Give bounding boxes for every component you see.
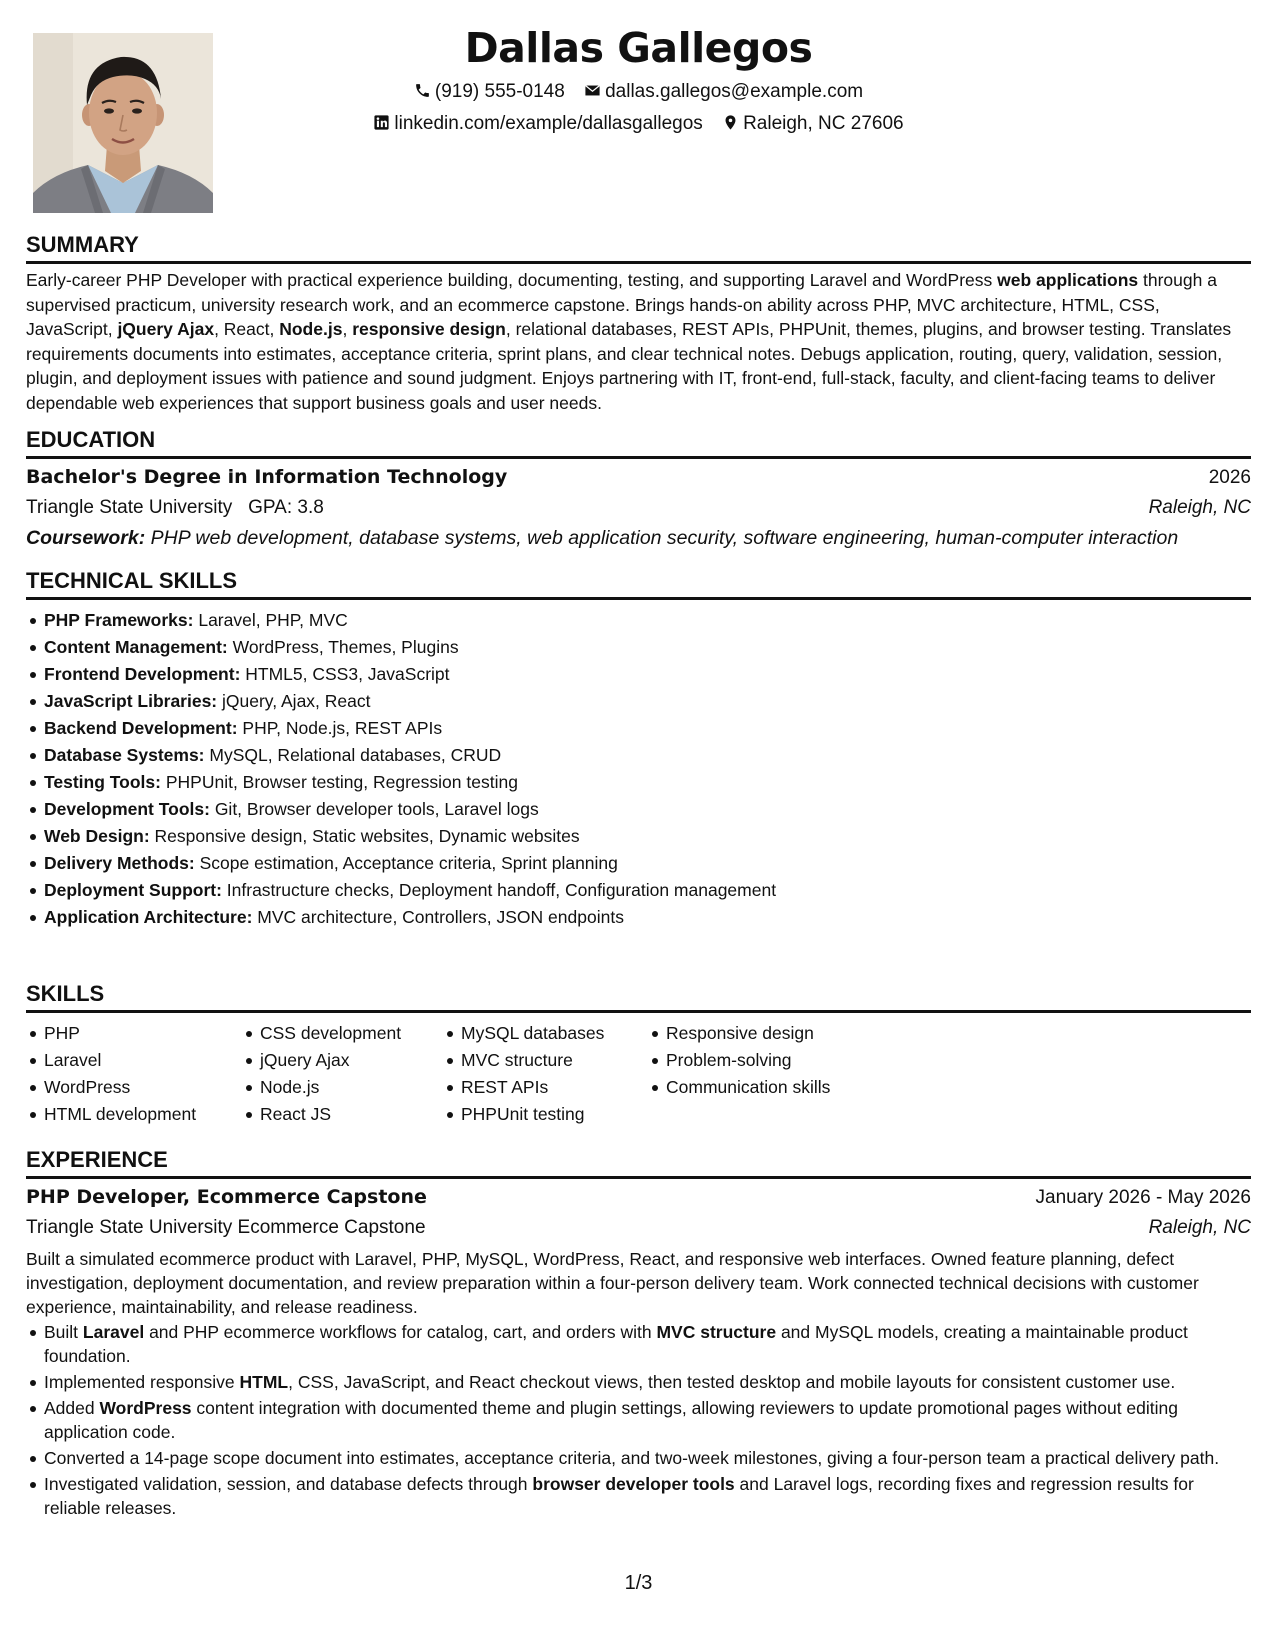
skill-category: Testing Tools: <box>44 772 161 792</box>
bullet-text: and Laravel logs, recording fixes and regression results for reliable releases. <box>44 1474 1194 1518</box>
list-item <box>44 823 1251 850</box>
summary-keyword: responsive design <box>352 319 506 340</box>
school-location: Raleigh, NC <box>1148 497 1251 518</box>
linkedin-icon <box>373 114 390 131</box>
location-text: Raleigh, NC 27606 <box>743 113 904 134</box>
linkedin-contact[interactable] <box>373 112 702 136</box>
skill-values: jQuery, Ajax, React <box>217 691 371 711</box>
list-item: PHPUnit testing <box>461 1101 648 1128</box>
list-item: MySQL databases <box>461 1020 648 1047</box>
skill-values: MVC architecture, Controllers, JSON endpoints <box>252 907 624 927</box>
list-item <box>44 634 1251 661</box>
skill-values: Responsive design, Static websites, Dynamic websites <box>149 826 580 846</box>
bullet-text: Added <box>44 1398 100 1418</box>
skill-category: Development Tools: <box>44 799 210 819</box>
skill-category: PHP Frameworks: <box>44 610 194 630</box>
skill-values: WordPress, Themes, Plugins <box>227 637 459 657</box>
page-number: 1/3 <box>624 1572 653 1594</box>
list-item: Laravel <box>44 1047 242 1074</box>
summary-text-part: , relational databases, REST APIs, PHPUnit, themes, plugins, and browser testing. Translates requirements documents into estimates, acceptance criteria, sprint plans, and clear technical notes. Debugs application, routing, query, validation, session, plugin, and deployment issues with patience and sound judgment. Enjoys partnering with IT, front-end, full-stack, faculty, and client-facing teams to deliver dependable web experiences that support business goals and user needs. <box>26 319 1232 413</box>
skill-category: Frontend Development: <box>44 664 241 684</box>
skill-category: Delivery Methods: <box>44 853 195 873</box>
bullet-keyword: Laravel <box>82 1322 145 1342</box>
list-item: CSS development <box>260 1020 443 1047</box>
skill-values: Scope estimation, Acceptance criteria, Sprint planning <box>194 853 618 873</box>
technical-skills-section <box>26 568 1251 931</box>
bullet-keyword: HTML <box>239 1372 289 1392</box>
coursework-label: Coursework: <box>26 527 146 549</box>
skill-values: Git, Browser developer tools, Laravel logs <box>209 799 539 819</box>
map-pin-icon <box>722 114 739 131</box>
job-sub <box>26 1213 1251 1243</box>
list-item <box>44 742 1251 769</box>
skill-values: PHPUnit, Browser testing, Regression testing <box>160 772 518 792</box>
envelope-icon <box>584 82 601 99</box>
graduation-year: 2026 <box>1208 467 1251 488</box>
skills-column-2 <box>242 1020 443 1128</box>
location-contact <box>722 112 904 136</box>
coursework-line <box>26 523 1251 553</box>
list-item: Node.js <box>260 1074 443 1101</box>
bullet-text: and PHP ecommerce workflows for catalog, cart, and orders with <box>144 1322 657 1342</box>
list-item <box>44 607 1251 634</box>
email-text: dallas.gallegos@example.com <box>605 81 864 102</box>
bullet-text: Built <box>44 1322 83 1342</box>
skills-column-3 <box>443 1020 648 1128</box>
section-title-experience: EXPERIENCE <box>26 1147 1251 1179</box>
list-item: REST APIs <box>461 1074 648 1101</box>
list-item: Communication skills <box>666 1074 916 1101</box>
phone-text: (919) 555-0148 <box>434 81 565 102</box>
job-description: Built a simulated ecommerce product with Laravel, PHP, MySQL, WordPress, React, and responsive web interfaces. Owned feature planning, defect investigation, deployment documentation, and review preparation within a four-person delivery team. Work connected technical decisions with customer experience, maintainability, and release readiness. <box>26 1249 1199 1317</box>
list-item <box>44 850 1251 877</box>
summary-text-part: , React, <box>214 319 280 340</box>
list-item <box>44 1396 1251 1444</box>
school-line <box>26 493 324 523</box>
job-bullets <box>26 1320 1251 1520</box>
list-item <box>44 769 1251 796</box>
list-item: jQuery Ajax <box>260 1047 443 1074</box>
bullet-text: Investigated validation, session, and database defects through <box>44 1474 533 1494</box>
summary-keyword: Node.js <box>279 319 343 340</box>
section-title-technical-skills: TECHNICAL SKILLS <box>26 568 1251 600</box>
list-item <box>44 1320 1251 1368</box>
skill-values: Laravel, PHP, MVC <box>193 610 348 630</box>
list-item <box>44 796 1251 823</box>
skill-values: Infrastructure checks, Deployment handoff, Configuration management <box>221 880 777 900</box>
job-location: Raleigh, NC <box>1148 1217 1251 1238</box>
list-item <box>44 1370 1251 1394</box>
technical-skills-list <box>26 607 1251 931</box>
education-entry-sub <box>26 493 1251 523</box>
resume-header <box>26 20 1251 136</box>
list-item: Problem-solving <box>666 1047 916 1074</box>
list-item: WordPress <box>44 1074 242 1101</box>
bullet-text: Converted a 14-page scope document into estimates, acceptance criteria, and two-week milestones, giving a four-person team a practical delivery path. <box>44 1448 1220 1468</box>
bullet-keyword: browser developer tools <box>532 1474 735 1494</box>
coursework-list: PHP web development, database systems, web application security, software engineering, human-computer interaction <box>145 527 1179 549</box>
job-dates: January 2026 - May 2026 <box>1035 1187 1251 1208</box>
summary-keyword: jQuery Ajax <box>117 319 215 340</box>
skill-category: Web Design: <box>44 826 150 846</box>
bullet-text: Implemented responsive <box>44 1372 240 1392</box>
linkedin-text: linkedin.com/example/dallasgallegos <box>394 113 703 134</box>
education-entry-header <box>26 462 1251 493</box>
summary-keyword: web applications <box>997 270 1139 290</box>
summary-text-part: , <box>342 319 353 340</box>
list-item: Responsive design <box>666 1020 916 1047</box>
contact-line-1 <box>26 80 1251 104</box>
skills-column-4 <box>648 1020 916 1128</box>
skill-category: Content Management: <box>44 637 228 657</box>
resume-page <box>26 0 1251 1650</box>
school-name: Triangle State University <box>26 497 233 518</box>
candidate-name: Dallas Gallegos <box>464 24 813 72</box>
job-organization: Triangle State University Ecommerce Capstone <box>26 1217 426 1238</box>
job-role: PHP Developer, Ecommerce Capstone <box>26 1186 427 1208</box>
degree-title: Bachelor's Degree in Information Technology <box>26 466 508 488</box>
bullet-keyword: WordPress <box>99 1398 192 1418</box>
list-item <box>44 877 1251 904</box>
summary-text-part: Early-career PHP Developer with practical experience building, documenting, testing, and supporting Laravel and WordPress <box>26 270 998 290</box>
skill-category: Application Architecture: <box>44 907 253 927</box>
skill-values: MySQL, Relational databases, CRUD <box>204 745 502 765</box>
skill-values: HTML5, CSS3, JavaScript <box>240 664 450 684</box>
education-section <box>26 427 1251 553</box>
skill-category: Deployment Support: <box>44 880 222 900</box>
bullet-text: , CSS, JavaScript, and React checkout views, then tested desktop and mobile layouts for consistent customer use. <box>288 1372 1176 1392</box>
list-item: MVC structure <box>461 1047 648 1074</box>
skill-values: PHP, Node.js, REST APIs <box>237 718 443 738</box>
section-title-skills: SKILLS <box>26 981 1251 1013</box>
list-item: PHP <box>44 1020 242 1047</box>
skills-column-1 <box>26 1020 242 1128</box>
job-header <box>26 1182 1251 1213</box>
summary-section <box>26 232 1251 416</box>
bullet-text: content integration with documented theme and plugin settings, allowing reviewers to update promotional pages without editing application code. <box>44 1398 1178 1442</box>
list-item: HTML development <box>44 1101 242 1128</box>
list-item <box>44 688 1251 715</box>
skill-category: JavaScript Libraries: <box>44 691 218 711</box>
section-title-education: EDUCATION <box>26 427 1251 459</box>
gpa: GPA: 3.8 <box>248 497 324 518</box>
list-item <box>44 661 1251 688</box>
skill-category: Database Systems: <box>44 745 205 765</box>
phone-icon <box>414 82 431 99</box>
section-title-summary: SUMMARY <box>26 232 1251 264</box>
list-item <box>44 715 1251 742</box>
summary-text-part: through a supervised practicum, university research work, and an ecommerce capstone. Brings hands-on ability across PHP, MVC architecture, HTML, CSS, JavaScript, <box>26 270 1217 340</box>
list-item: React JS <box>260 1101 443 1128</box>
phone-contact <box>414 80 565 104</box>
list-item <box>44 904 1251 931</box>
bullet-text: and MySQL models, creating a maintainable product foundation. <box>44 1322 1188 1366</box>
list-item <box>44 1446 1251 1470</box>
skills-columns <box>26 1020 1251 1128</box>
email-contact[interactable] <box>584 80 863 104</box>
skills-section <box>26 981 1251 1128</box>
skill-category: Backend Development: <box>44 718 238 738</box>
contact-line-2 <box>26 112 1251 136</box>
bullet-keyword: MVC structure <box>656 1322 777 1342</box>
list-item <box>44 1472 1251 1520</box>
summary-text <box>26 268 1251 416</box>
experience-section <box>26 1147 1251 1522</box>
